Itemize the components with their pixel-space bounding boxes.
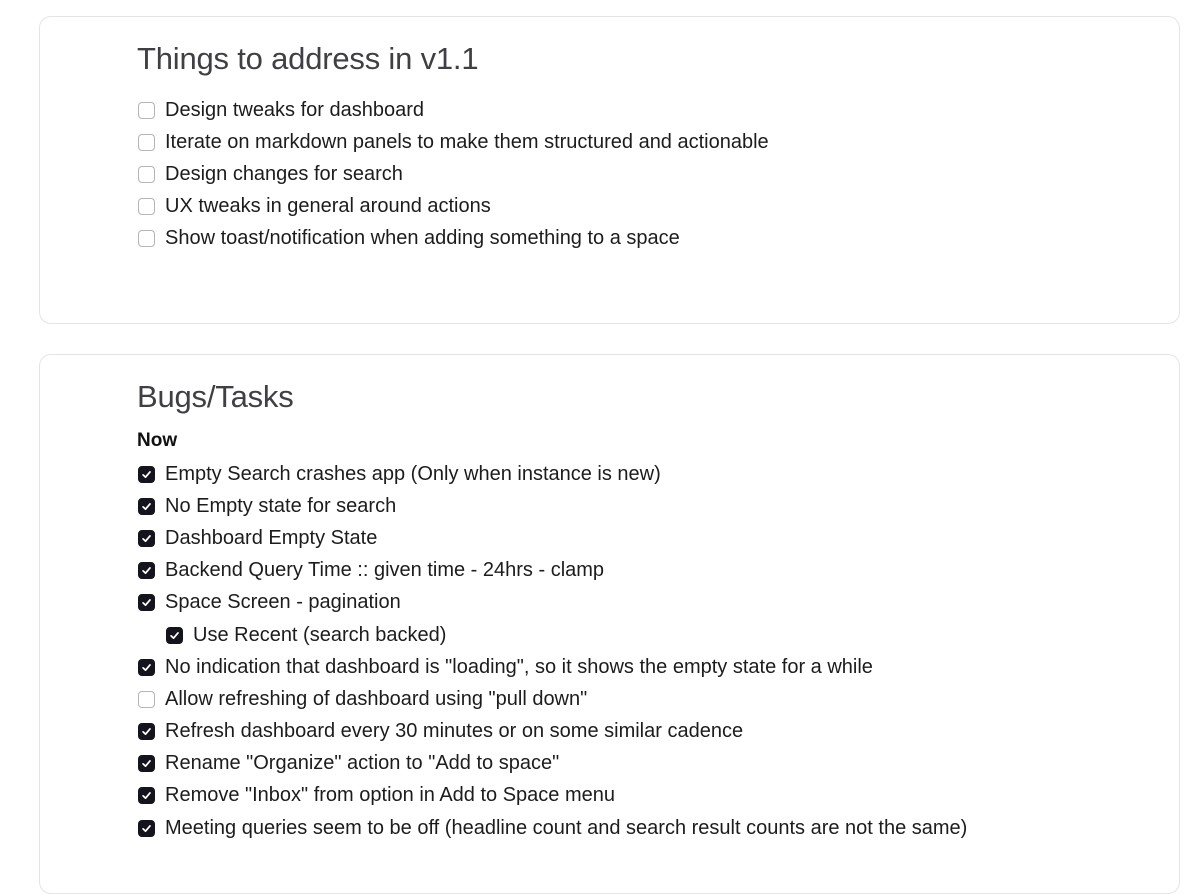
task-label: UX tweaks in general around actions <box>165 195 491 218</box>
task-item <box>137 716 1159 748</box>
task-item-nested <box>137 619 1159 651</box>
task-label: Empty Search crashes app (Only when instance is new) <box>165 462 661 485</box>
task-checkbox[interactable] <box>138 134 155 151</box>
task-checkbox[interactable] <box>138 787 155 804</box>
task-checkbox[interactable] <box>138 102 155 119</box>
task-label: Meeting queries seem to be off (headline count and search result counts are not the same) <box>165 816 968 839</box>
task-item <box>137 458 1159 490</box>
task-item <box>137 651 1159 683</box>
task-checkbox[interactable] <box>138 198 155 215</box>
task-label: Rename "Organize" action to "Add to space" <box>165 752 560 775</box>
task-label: Use Recent (search backed) <box>193 623 447 646</box>
task-item <box>137 587 1159 619</box>
task-checkbox[interactable] <box>138 755 155 772</box>
task-label: No indication that dashboard is "loading", so it shows the empty state for a while <box>165 655 873 678</box>
checkmark-icon <box>141 469 152 480</box>
task-label: Dashboard Empty State <box>165 526 378 549</box>
card-bugs-tasks <box>39 354 1180 894</box>
task-item <box>137 490 1159 522</box>
task-item <box>137 94 1159 126</box>
task-item <box>137 780 1159 812</box>
checkmark-icon <box>141 501 152 512</box>
task-item <box>137 522 1159 554</box>
checkmark-icon <box>141 823 152 834</box>
task-checkbox[interactable] <box>138 691 155 708</box>
task-label: Iterate on markdown panels to make them structured and actionable <box>165 130 769 153</box>
task-item <box>137 555 1159 587</box>
task-label: Design changes for search <box>165 162 403 185</box>
task-checkbox[interactable] <box>138 498 155 515</box>
task-label: Remove "Inbox" from option in Add to Space menu <box>165 784 616 807</box>
checkmark-icon <box>141 565 152 576</box>
task-checkbox[interactable] <box>138 723 155 740</box>
task-checkbox[interactable] <box>138 166 155 183</box>
card-things-to-address <box>39 16 1180 324</box>
checkmark-icon <box>141 662 152 673</box>
checkmark-icon <box>141 758 152 769</box>
checkmark-icon <box>141 597 152 608</box>
task-label: Allow refreshing of dashboard using "pull down" <box>165 687 588 710</box>
checkmark-icon <box>141 790 152 801</box>
section-title: Bugs/Tasks <box>137 379 294 414</box>
task-checkbox[interactable] <box>138 230 155 247</box>
task-label: No Empty state for search <box>165 494 397 517</box>
task-item <box>137 812 1159 844</box>
task-checkbox[interactable] <box>166 627 183 644</box>
task-checkbox[interactable] <box>138 594 155 611</box>
task-item <box>137 223 1159 255</box>
checkmark-icon <box>141 533 152 544</box>
task-label: Backend Query Time :: given time - 24hrs - clamp <box>165 559 605 582</box>
task-item <box>137 126 1159 158</box>
task-item <box>137 158 1159 190</box>
section-title: Things to address in v1.1 <box>137 41 479 76</box>
checkmark-icon <box>141 726 152 737</box>
checkmark-icon <box>169 630 180 641</box>
task-label: Show toast/notification when adding something to a space <box>165 227 680 250</box>
task-item <box>137 191 1159 223</box>
task-checkbox[interactable] <box>138 562 155 579</box>
task-checkbox[interactable] <box>138 466 155 483</box>
subheading-now: Now <box>137 430 178 451</box>
task-checkbox[interactable] <box>138 820 155 837</box>
task-label: Space Screen - pagination <box>165 591 401 614</box>
task-label: Design tweaks for dashboard <box>165 98 425 121</box>
task-list <box>137 458 1159 844</box>
task-checkbox[interactable] <box>138 530 155 547</box>
task-checkbox[interactable] <box>138 659 155 676</box>
task-item <box>137 683 1159 715</box>
task-label: Refresh dashboard every 30 minutes or on some similar cadence <box>165 720 744 743</box>
task-list <box>137 94 1159 255</box>
task-item <box>137 748 1159 780</box>
